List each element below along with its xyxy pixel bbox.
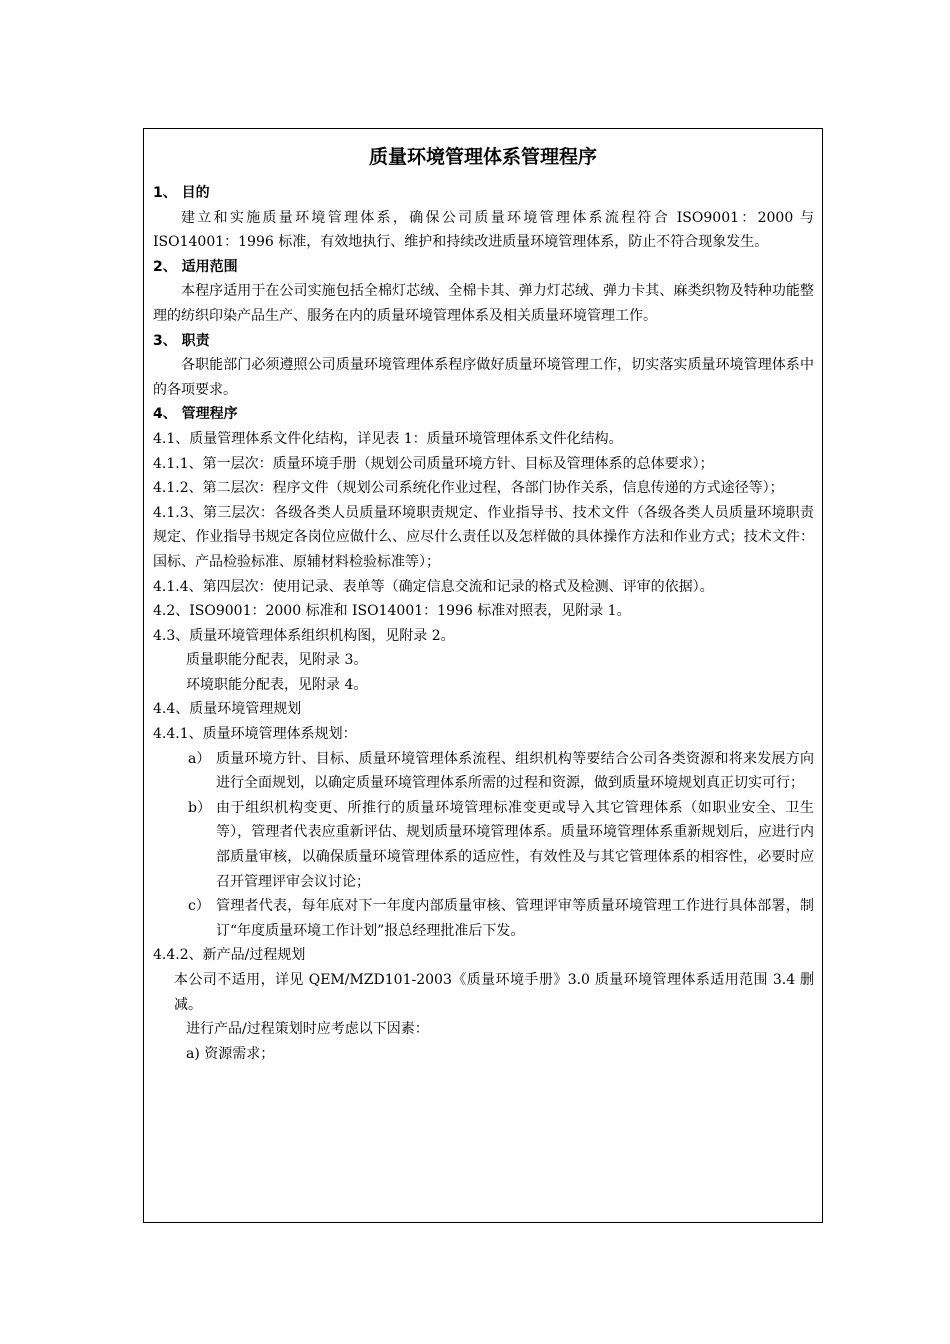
list-item-text: 质量环境方针、目标、质量环境管理体系流程、组织机构等要结合公司各类资源和将来发展方向进行全面规划，以确定质量环境管理体系所需的过程和资源，做到质量环境规划真正切实可行； bbox=[216, 750, 814, 792]
document-frame bbox=[143, 128, 823, 1223]
section-4-heading: 4、 管理程序 bbox=[153, 406, 238, 423]
clause-4-3-env-table: 环境职能分配表，见附录 4。 bbox=[186, 676, 368, 693]
clause-4-1-1: 4.1.1、第一层次：质量环境手册（规划公司质量环境方针、目标及管理体系的总体要求）； bbox=[153, 455, 714, 472]
list-item-text: 由于组织机构变更、所推行的质量环境管理标准变更或导入其它管理体系（如职业安全、卫生等），管理者代表应重新评估、规划质量环境管理体系。质量环境管理体系重新规划后，应进行内部质量审核，以确保质量环境管理体系的适应性，有效性及与其它管理体系的相容性，必要时应召开管理评审会议讨论； bbox=[216, 799, 814, 890]
clause-4-4-2-text: 本公司不适用，详见 QEM/MZD101-2003《质量环境手册》3.0 质量环境管理体系适用范围 3.4 删减。 bbox=[174, 972, 814, 1013]
clause-4-3: 4.3、质量环境管理体系组织机构图，见附录 2。 bbox=[153, 627, 455, 644]
section-2-heading: 2、 适用范围 bbox=[153, 258, 238, 275]
clause-4-3-quality-table: 质量职能分配表，见附录 3。 bbox=[186, 652, 368, 669]
section-1-heading: 1、 目的 bbox=[153, 185, 210, 201]
clause-4-1: 4.1、质量管理体系文件化结构，详见表 1：质量环境管理体系文件化结构。 bbox=[153, 430, 623, 447]
document-body bbox=[153, 181, 814, 1066]
section-1-text: 建立和实施质量环境管理体系，确保公司质量环境管理体系流程符合 ISO9001：2000 与 ISO14001：1996 标准，有效地执行、维护和持续改进质量环境管理体系，防止不符合现象发生。 bbox=[153, 209, 814, 251]
clause-4-1-4: 4.1.4、第四层次：使用记录、表单等（确定信息交流和记录的格式及检测、评审的依据）。 bbox=[153, 578, 714, 595]
clause-4-4-2-item-a: a) 资源需求； bbox=[186, 1045, 275, 1062]
list-item bbox=[153, 796, 814, 894]
clause-4-1-2: 4.1.2、第二层次：程序文件（规划公司系统化作业过程，各部门协作关系，信息传递的方式途径等）； bbox=[153, 480, 784, 497]
clause-4-4-1: 4.4.1、质量环境管理体系规划： bbox=[153, 726, 357, 743]
list-item bbox=[153, 894, 814, 943]
section-2-text: 本程序适用于在公司实施包括全棉灯芯绒、全棉卡其、弹力灯芯绒、弹力卡其、麻类织物及特种功能整理的纺织印染产品生产、服务在内的质量环境管理体系及相关质量环境管理工作。 bbox=[153, 283, 814, 324]
clause-4-1-3: 4.1.3、第三层次：各级各类人员质量环境职责规定、作业指导书、技术文件（各级各类人员质量环境职责规定、作业指导书规定各岗位应做什么、应尽什么责任以及怎样做的具体操作方法和作业方式；技术文件：国标、产品检验标准、原辅材料检验标准等）； bbox=[153, 504, 814, 570]
list-item bbox=[153, 747, 814, 796]
clause-4-4-2: 4.4.2、新产品/过程规划 bbox=[153, 947, 306, 964]
clause-4-4: 4.4、质量环境管理规划 bbox=[153, 701, 302, 718]
section-3-heading: 3、 职责 bbox=[153, 332, 210, 349]
document-title: 质量环境管理体系管理程序 bbox=[368, 146, 597, 168]
list-item-label: c） bbox=[188, 898, 210, 915]
section-3-text: 各职能部门必须遵照公司质量环境管理体系程序做好质量环境管理工作，切实落实质量环境管理体系中的各项要求。 bbox=[153, 357, 814, 398]
list-item-text: 管理者代表，每年底对下一年度内部质量审核、管理评审等质量环境管理工作进行具体部署，制订“年度质量环境工作计划”报总经理批准后下发。 bbox=[216, 898, 814, 939]
clause-4-4-2-factors: 进行产品/过程策划时应考虑以下因素： bbox=[186, 1021, 429, 1038]
clause-4-2: 4.2、ISO9001：2000 标准和 ISO14001：1996 标准对照表，见附录 1。 bbox=[153, 603, 631, 620]
list-item-label: b） bbox=[188, 799, 211, 816]
list-item-label: a） bbox=[188, 750, 211, 767]
